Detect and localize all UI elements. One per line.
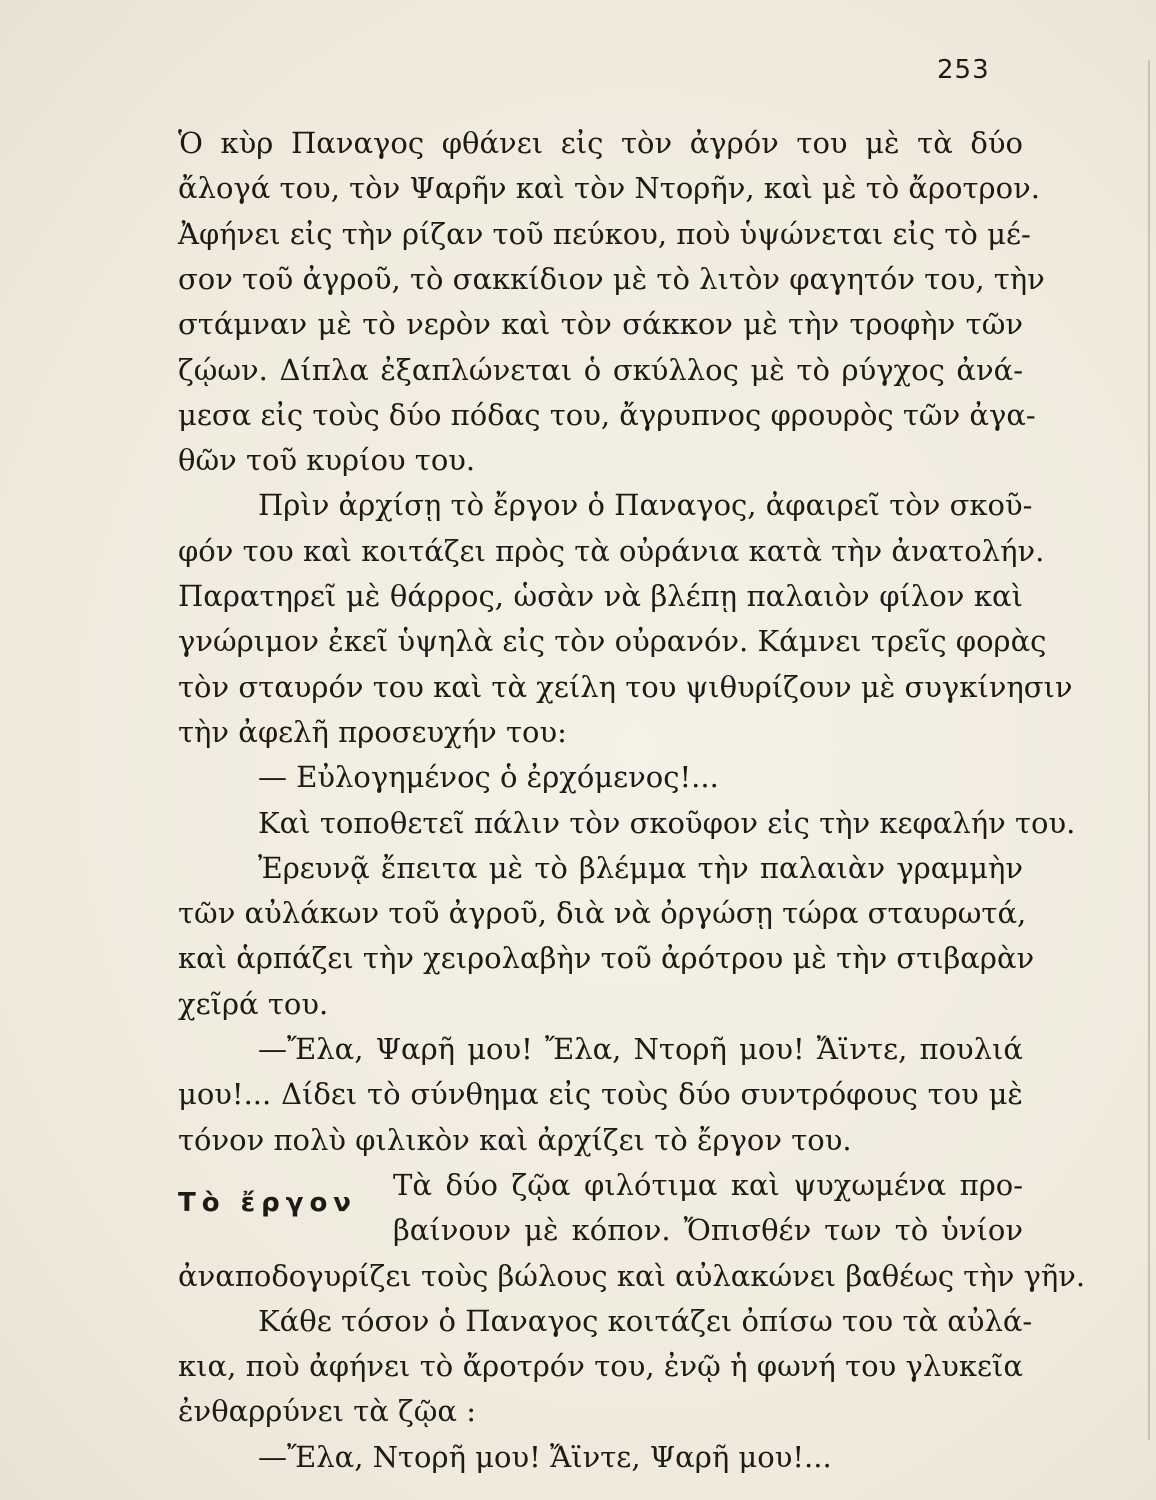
text-line: — Εὐλογημένος ὁ ἐρχόμενος!... [258,760,719,794]
text-line: Καὶ τοποθετεῖ πάλιν τὸν σκοῦφον εἰς τὴν κεφαλήν του. [258,806,1076,840]
text-line: τόνον πολὺ φιλικὸν καὶ ἀρχίζει τὸ ἔργον του. [178,1123,852,1157]
text-line: τῶν αὐλάκων τοῦ ἀγροῦ, διὰ νὰ ὀργώσῃ τώρα σταυρωτά, [178,896,1027,930]
text-line: Παρατηρεῖ μὲ θάρρος, ὡσὰν νὰ βλέπῃ παλαιὸν φίλον καὶ [178,579,1023,613]
text-line: φόν του καὶ κοιτάζει πρὸς τὰ οὐράνια κατὰ τὴν ἀνατολήν. [178,534,1045,568]
text-line: βαίνουν μὲ κόπον. Ὄπισθέν των τὸ ὑνίον [393,1213,1023,1247]
page-edge [1148,60,1150,1440]
text-line: τὸν σταυρόν του καὶ τὰ χείλη του ψιθυρίζουν μὲ συγκίνησιν [178,670,1073,704]
text-line: κια, ποὺ ἀφήνει τὸ ἄροτρόν του, ἐνῷ ἡ φωνή του γλυκεῖα [178,1349,1023,1383]
text-line: ἐνθαρρύνει τὰ ζῷα : [178,1394,476,1428]
text-line: ἄλογά του, τὸν Ψαρῆν καὶ τὸν Ντορῆν, καὶ μὲ τὸ ἄροτρον. [178,171,1040,205]
text-line: Ὁ κὺρ Παναγος φθάνει εἰς τὸν ἀγρόν του μὲ τὰ δύο [178,126,1023,160]
margin-note: Τὸ ἔργον [178,1188,358,1218]
text-line: ζῴων. Δίπλα ἐξαπλώνεται ὁ σκύλλος μὲ τὸ ρύγχος ἀνά- [178,353,1023,387]
text-line: χεῖρά του. [178,987,329,1021]
text-line: Κάθε τόσον ὁ Παναγος κοιτάζει ὀπίσω του τὰ αὐλά- [258,1304,1033,1338]
text-line: —Ἔλα, Ψαρῆ μου! Ἔλα, Ντορῆ μου! Ἄϊντε, πουλιά [258,1032,1023,1066]
text-line: μεσα εἰς τοὺς δύο πόδας του, ἄγρυπνος φρουρὸς τῶν ἀγα- [178,398,1036,432]
text-line: γνώριμον ἐκεῖ ὑψηλὰ εἰς τὸν οὐρανόν. Κάμνει τρεῖς φορὰς [178,624,1047,658]
text-line: —Ἔλα, Ντορῆ μου! Ἄϊντε, Ψαρῆ μου!... [258,1440,832,1474]
text-line: ἀναποδογυρίζει τοὺς βώλους καὶ αὐλακώνει βαθέως τὴν γῆν. [178,1259,1086,1293]
text-line: τὴν ἀφελῆ προσευχήν του: [178,715,567,749]
text-line: στάμναν μὲ τὸ νερὸν καὶ τὸν σάκκον μὲ τὴν τροφὴν τῶν [178,307,1023,341]
text-line: Ἐρευνᾷ ἔπειτα μὲ τὸ βλέμμα τὴν παλαιὰν γραμμὴν [258,851,1023,885]
text-line: σον τοῦ ἀγροῦ, τὸ σακκίδιον μὲ τὸ λιτὸν φαγητόν του, τὴν [178,262,1045,296]
text-line: καὶ ἁρπάζει τὴν χειρολαβὴν τοῦ ἀρότρου μὲ τὴν στιβαρὰν [178,941,1035,975]
text-line: μου!... Δίδει τὸ σύνθημα εἰς τοὺς δύο συντρόφους του μὲ [178,1077,1023,1111]
text-line: θῶν τοῦ κυρίου του. [178,443,476,477]
page-number: 253 [937,55,990,85]
text-line: Τὰ δύο ζῷα φιλότιμα καὶ ψυχωμένα προ- [393,1168,1023,1202]
text-line: Πρὶν ἀρχίσῃ τὸ ἔργον ὁ Παναγος, ἀφαιρεῖ τὸν σκοῦ- [258,488,1033,522]
text-line: Ἀφήνει εἰς τὴν ρίζαν τοῦ πεύκου, ποὺ ὑψώνεται εἰς τὸ μέ- [178,217,1031,251]
